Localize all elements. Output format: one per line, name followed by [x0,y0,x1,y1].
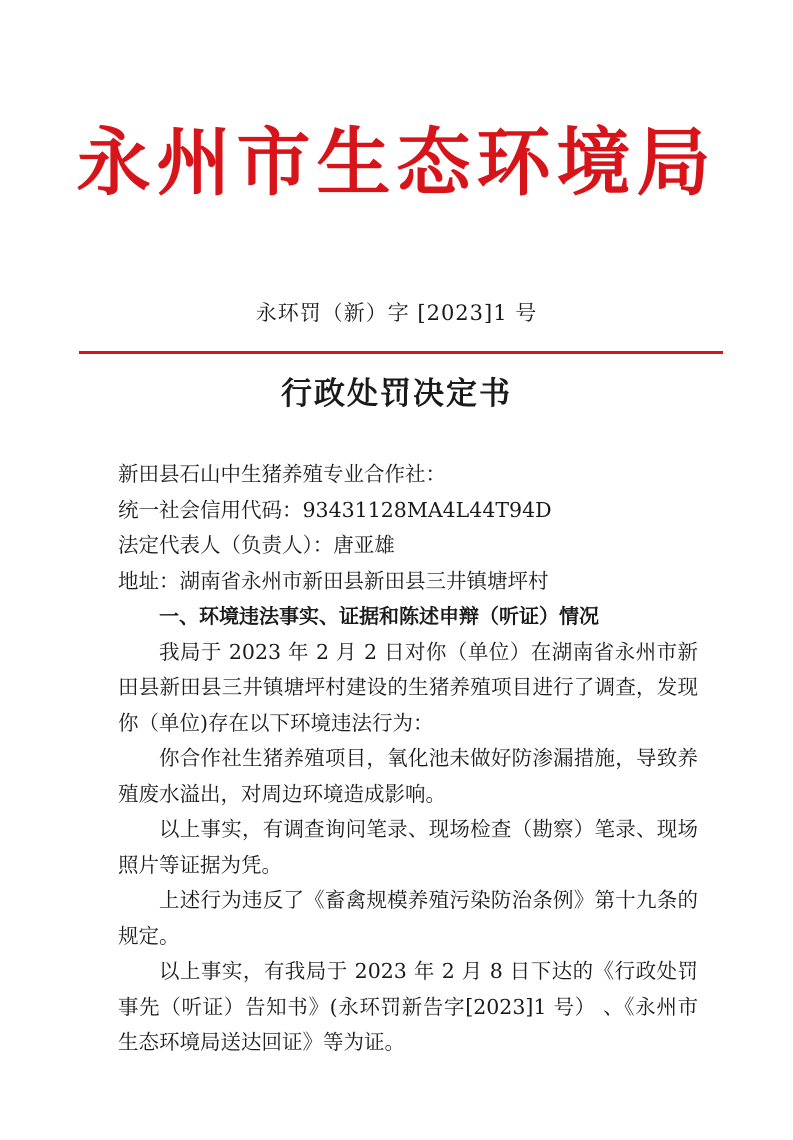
party-name: 新田县石山中生猪养殖专业合作社： [118,462,446,486]
paragraph-evidence: 以上事实，有调查询问笔录、现场检查（勘察）笔录、现场照片等证据为凭。 [118,817,698,877]
document-number: 永环罚（新）字 [2023]1 号 [255,301,538,325]
paragraph-violation: 你合作社生猪养殖项目，氧化池未做好防渗漏措施，导致养殖废水溢出，对周边环境造成影响。 [118,746,698,806]
legal-representative: 法定代表人（负责人）：唐亚雄 [118,533,395,557]
agency-letterhead: 永州市生态环境局 [76,120,717,206]
section-heading-violation-facts: 一、环境违法事实、证据和陈述申辩（听证）情况 [159,604,599,628]
paragraph-notice: 以上事实，有我局于 2023 年 2 月 8 日下达的《行政处罚事先（听证）告知书》(永环罚新告字[2023]1 号） 、《永州市生态环境局送达回证》等为证。 [118,959,698,1054]
credit-code: 统一社会信用代码：93431128MA4L44T94D [118,497,552,522]
document-body [118,457,698,1061]
party-address: 地址：湖南省永州市新田县新田县三井镇塘坪村 [118,568,549,593]
red-divider-line [79,351,723,354]
paragraph-investigation: 我局于 2023 年 2 月 2 日对你（单位）在湖南省永州市新田县新田县三井镇塘坪村建设的生猪养殖项目进行了调查，发现你（单位)存在以下环境违法行为： [118,639,698,735]
document-title: 行政处罚决定书 [281,376,512,412]
paragraph-regulation: 上述行为违反了《畜禽规模养殖污染防治条例》第十九条的规定。 [118,888,698,948]
